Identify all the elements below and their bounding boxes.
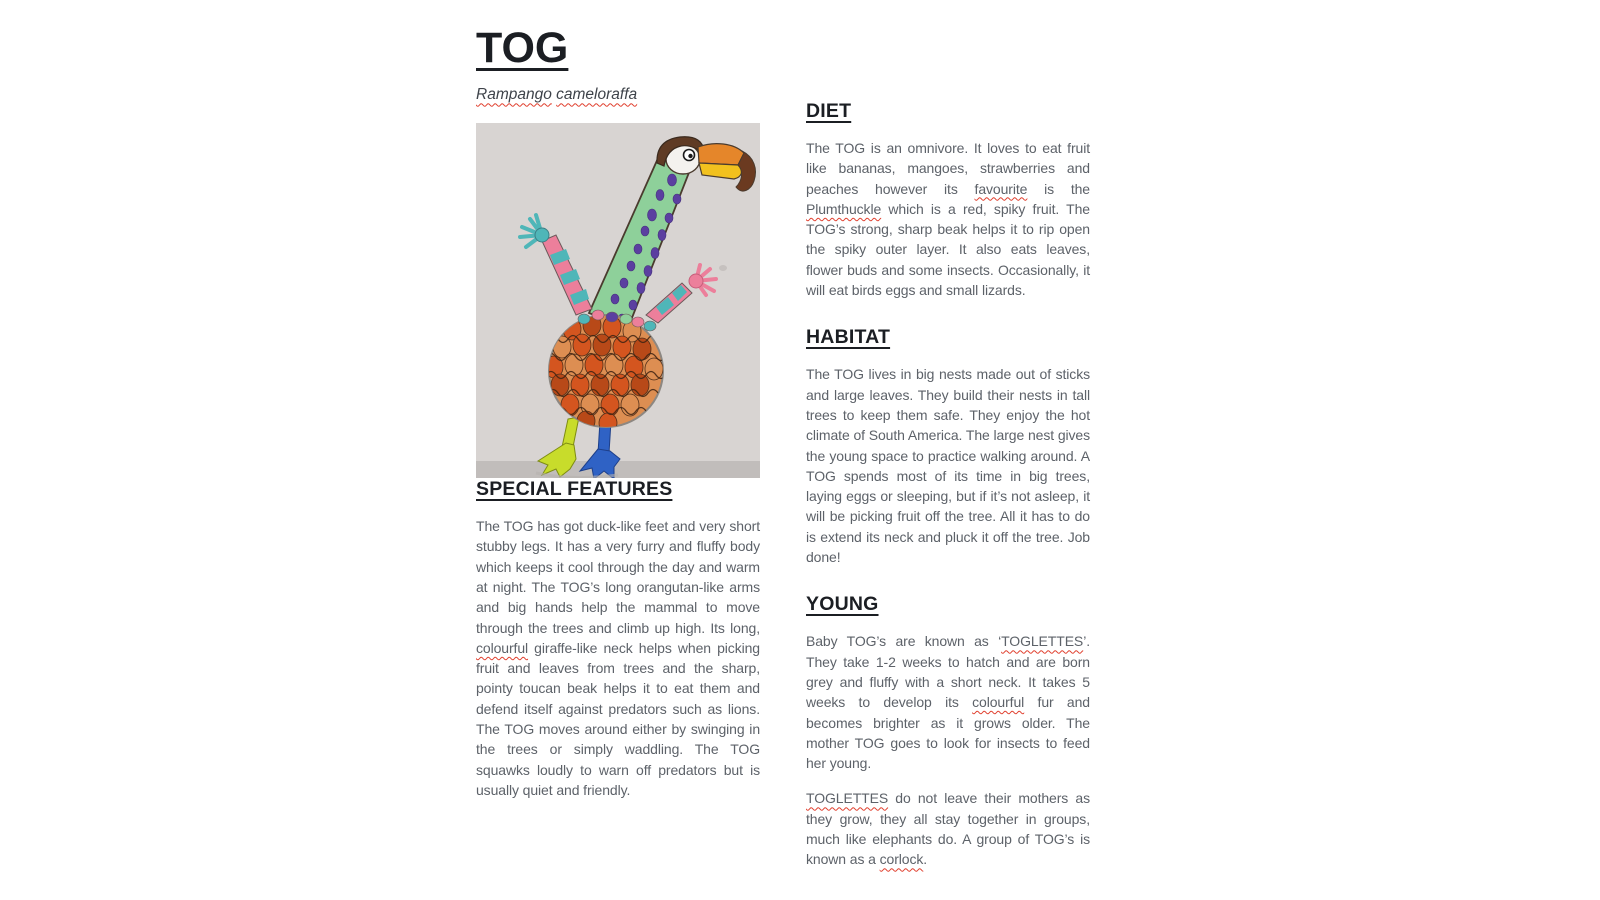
misspelled-word: colourful <box>972 694 1025 711</box>
text-run: is the <box>1027 180 1090 197</box>
scientific-name <box>476 86 760 105</box>
text-run: . <box>923 851 928 868</box>
right-column <box>806 100 1090 870</box>
misspelled-word: TOGLETTES <box>806 790 889 807</box>
special-features-paragraph <box>476 516 760 800</box>
text-run: which is a red, spiky fruit. The TOG’s strong, sharp beak helps it to rip open the spiky outer layer. It also eats leaves, flower buds and some insects. Occasionally, it will eat birds eggs and small lizards. <box>806 200 1090 299</box>
misspelled-word: cameloraffa <box>556 86 638 104</box>
tog-drawing-photo <box>476 123 760 478</box>
section-heading-habitat: HABITAT <box>806 326 891 349</box>
paper-smudge <box>719 265 727 271</box>
text-run: Baby TOG’s are known as ‘ <box>806 633 1002 650</box>
text-run: The TOG lives in big nests made out of sticks and large leaves. They build their nests in tall trees to keep them safe. They enjoy the hot climate of South America. The large nest gives the young space to practice walking around. A TOG spends most of its time in big trees, laying eggs or sleeping, but if it’s not asleep, it will be picking fruit off the tree. All it has to do is extend its neck and pluck it off the tree. Job done! <box>806 366 1090 566</box>
misspelled-word: corlock <box>879 851 924 868</box>
section-diet <box>806 100 1090 300</box>
text-run: fur and becomes brighter as it grows older. The mother TOG goes to look for insects to feed her young. <box>806 694 1090 772</box>
page-title: TOG <box>476 24 569 72</box>
section-heading-diet: DIET <box>806 100 852 122</box>
text-run: giraffe-like neck helps when picking fruit and leaves from trees and the sharp, pointy toucan beak helps it to eat them and defend itself against predators such as lions. The TOG moves around either by swinging in the trees or simply waddling. The TOG squawks loudly to warn off predators but is usually quiet and friendly. <box>476 639 760 798</box>
section-young <box>806 593 1090 869</box>
text-run: The TOG is an omnivore. It loves to eat fruit like bananas, mangoes, strawberries and peaches however its <box>806 140 1090 197</box>
misspelled-word: Plumthuckle <box>806 200 882 217</box>
section-special-features <box>476 478 760 800</box>
text-run: do not leave their mothers as they grow, they all stay together in groups, much like elephants do. A group of TOG’s is known as a <box>806 790 1090 868</box>
diet-paragraph <box>806 138 1090 300</box>
tog-drawing-illustration <box>476 123 760 478</box>
text-run: The TOG has got duck-like feet and very short stubby legs. It has a very furry and fluffy body which keeps it cool through the day and warm at night. The TOG’s long orangutan-like arms and big hands help the mammal to move through the trees and climb up high. Its long, <box>476 518 760 636</box>
young-paragraph-1 <box>806 631 1090 773</box>
section-habitat <box>806 326 1090 567</box>
left-column <box>476 24 760 800</box>
misspelled-word: TOGLETTES <box>1001 633 1084 650</box>
text-run: ’. They take 1-2 weeks to hatch and are born grey and fluffy with a short neck. It takes 5 weeks to develop its <box>806 633 1090 711</box>
misspelled-word: favourite <box>974 180 1028 197</box>
young-paragraph-2 <box>806 788 1090 869</box>
misspelled-word: colourful <box>476 639 529 656</box>
misspelled-word: Rampango <box>476 86 552 104</box>
habitat-paragraph <box>806 364 1090 567</box>
section-heading-special-features: SPECIAL FEATURES <box>476 478 673 501</box>
section-heading-young: YOUNG <box>806 593 879 616</box>
